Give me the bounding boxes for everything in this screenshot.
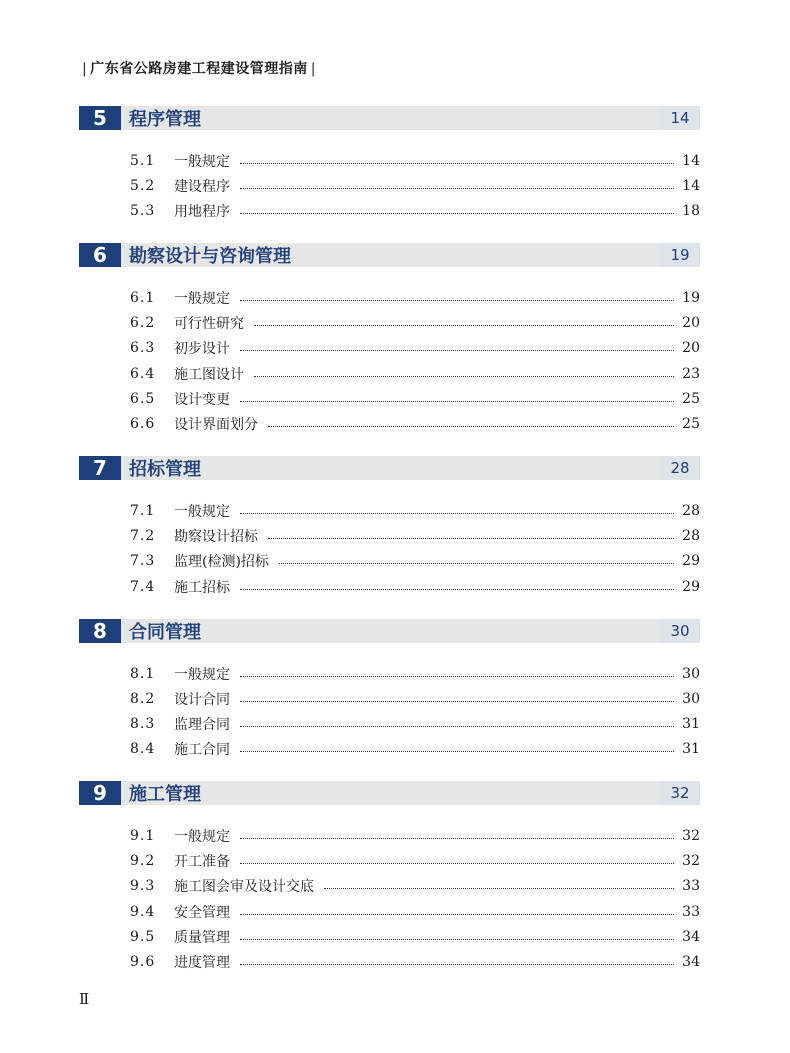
toc-entry[interactable] <box>130 151 700 171</box>
toc-entry[interactable] <box>130 313 700 333</box>
entry-number: 6.2 <box>130 315 156 331</box>
entry-number: 8.3 <box>130 716 156 732</box>
dot-leader <box>279 562 674 564</box>
chapter-title: 施工管理 <box>129 784 201 805</box>
toc-entry[interactable] <box>130 364 700 384</box>
entry-number: 9.2 <box>130 853 156 869</box>
dot-leader <box>240 675 674 677</box>
dot-leader <box>240 862 674 864</box>
entry-number: 8.1 <box>130 666 156 682</box>
chapter-page: 28 <box>660 456 700 480</box>
header-bar-left: | <box>82 61 88 77</box>
entry-page: 33 <box>682 904 700 920</box>
entry-page: 30 <box>682 691 700 707</box>
entry-number: 6.6 <box>130 416 156 432</box>
dot-leader <box>240 938 674 940</box>
entry-title: 设计变更 <box>174 392 230 408</box>
dot-leader <box>240 187 674 189</box>
entry-page: 19 <box>682 290 700 306</box>
entry-number: 7.4 <box>130 579 156 595</box>
toc-entry[interactable] <box>130 689 700 709</box>
entry-page: 32 <box>682 853 700 869</box>
entry-page: 28 <box>682 503 700 519</box>
dot-leader <box>268 537 674 539</box>
entry-page: 34 <box>682 929 700 945</box>
toc-entry[interactable] <box>130 851 700 871</box>
chapter-heading-7[interactable] <box>79 456 700 480</box>
toc-entry[interactable] <box>130 288 700 308</box>
page-folio: Ⅱ <box>79 990 90 1008</box>
chapter-page: 19 <box>660 243 700 267</box>
entry-title: 一般规定 <box>174 829 230 845</box>
toc-entry[interactable] <box>130 927 700 947</box>
dot-leader <box>240 299 674 301</box>
entry-title: 一般规定 <box>174 667 230 683</box>
entry-number: 7.2 <box>130 528 156 544</box>
entry-number: 7.1 <box>130 503 156 519</box>
entry-title: 监理(检测)招标 <box>174 554 269 570</box>
entry-page: 31 <box>682 716 700 732</box>
dot-leader <box>240 512 674 514</box>
entry-page: 14 <box>682 178 700 194</box>
chapter-title: 程序管理 <box>129 109 201 130</box>
entry-title: 设计合同 <box>174 692 230 708</box>
entry-title: 施工图设计 <box>174 367 244 383</box>
toc-entry[interactable] <box>130 714 700 734</box>
chapter-page: 30 <box>660 619 700 643</box>
toc-entry[interactable] <box>130 414 700 434</box>
entry-page: 29 <box>682 553 700 569</box>
entry-title: 开工准备 <box>174 854 230 870</box>
dot-leader <box>324 887 674 889</box>
chapter-title: 合同管理 <box>129 622 201 643</box>
chapter-title: 招标管理 <box>129 459 201 480</box>
dot-leader <box>240 913 674 915</box>
entry-title: 用地程序 <box>174 204 230 220</box>
entry-number: 7.3 <box>130 553 156 569</box>
chapter-number: 7 <box>79 456 121 480</box>
entry-title: 初步设计 <box>174 341 230 357</box>
toc-entry[interactable] <box>130 902 700 922</box>
toc-entry[interactable] <box>130 501 700 521</box>
entry-title: 施工合同 <box>174 742 230 758</box>
entry-page: 29 <box>682 579 700 595</box>
entry-page: 32 <box>682 828 700 844</box>
entry-title: 监理合同 <box>174 717 230 733</box>
entry-number: 6.5 <box>130 391 156 407</box>
dot-leader <box>254 375 674 377</box>
entry-title: 设计界面划分 <box>174 417 258 433</box>
chapter-page: 14 <box>660 106 700 130</box>
dot-leader <box>240 162 674 164</box>
dot-leader <box>240 725 674 727</box>
toc-entry[interactable] <box>130 338 700 358</box>
entry-number: 5.1 <box>130 153 156 169</box>
entry-number: 9.4 <box>130 904 156 920</box>
entry-page: 30 <box>682 666 700 682</box>
toc-entry[interactable] <box>130 876 700 896</box>
toc-entry[interactable] <box>130 664 700 684</box>
entry-title: 质量管理 <box>174 930 230 946</box>
dot-leader <box>268 425 674 427</box>
chapter-heading-5[interactable] <box>79 106 700 130</box>
entry-number: 5.2 <box>130 178 156 194</box>
entry-page: 18 <box>682 203 700 219</box>
entry-number: 9.3 <box>130 878 156 894</box>
chapter-number: 5 <box>79 106 121 130</box>
dot-leader <box>240 588 674 590</box>
entry-title: 建设程序 <box>174 179 230 195</box>
entry-page: 20 <box>682 315 700 331</box>
dot-leader <box>240 400 674 402</box>
book-title: 广东省公路房建工程建设管理指南 <box>90 61 308 77</box>
chapter-number: 6 <box>79 243 121 267</box>
chapter-heading-9[interactable] <box>79 781 700 805</box>
toc-entry[interactable] <box>130 389 700 409</box>
chapter-heading-8[interactable] <box>79 619 700 643</box>
toc-entry[interactable] <box>130 952 700 972</box>
chapter-number: 9 <box>79 781 121 805</box>
entry-number: 9.6 <box>130 954 156 970</box>
entry-title: 施工招标 <box>174 580 230 596</box>
entry-page: 14 <box>682 153 700 169</box>
dot-leader <box>240 837 674 839</box>
toc-entry[interactable] <box>130 826 700 846</box>
entry-page: 23 <box>682 366 700 382</box>
entry-number: 6.1 <box>130 290 156 306</box>
entry-page: 31 <box>682 741 700 757</box>
entry-title: 施工图会审及设计交底 <box>174 879 314 895</box>
entry-page: 33 <box>682 878 700 894</box>
entry-page: 25 <box>682 416 700 432</box>
entry-number: 5.3 <box>130 203 156 219</box>
dot-leader <box>240 212 674 214</box>
entry-number: 8.4 <box>130 741 156 757</box>
dot-leader <box>240 963 674 965</box>
entry-number: 8.2 <box>130 691 156 707</box>
entry-page: 28 <box>682 528 700 544</box>
dot-leader <box>254 324 674 326</box>
toc-entry[interactable] <box>130 201 700 221</box>
entry-number: 6.3 <box>130 340 156 356</box>
toc-entry[interactable] <box>130 551 700 571</box>
entry-title: 勘察设计招标 <box>174 529 258 545</box>
toc-entry[interactable] <box>130 526 700 546</box>
entry-title: 安全管理 <box>174 905 230 921</box>
toc-entry[interactable] <box>130 739 700 759</box>
entry-title: 可行性研究 <box>174 316 244 332</box>
entry-page: 25 <box>682 391 700 407</box>
entry-title: 进度管理 <box>174 955 230 971</box>
entry-title: 一般规定 <box>174 504 230 520</box>
entry-number: 9.5 <box>130 929 156 945</box>
running-header <box>79 58 319 78</box>
dot-leader <box>240 349 674 351</box>
entry-title: 一般规定 <box>174 291 230 307</box>
entry-page: 34 <box>682 954 700 970</box>
chapter-page: 32 <box>660 781 700 805</box>
entry-number: 9.1 <box>130 828 156 844</box>
dot-leader <box>240 700 674 702</box>
entry-title: 一般规定 <box>174 154 230 170</box>
toc-entry[interactable] <box>130 176 700 196</box>
toc-entry[interactable] <box>130 577 700 597</box>
dot-leader <box>240 750 674 752</box>
chapter-heading-6[interactable] <box>79 243 700 267</box>
chapter-title: 勘察设计与咨询管理 <box>129 246 291 267</box>
entry-page: 20 <box>682 340 700 356</box>
chapter-number: 8 <box>79 619 121 643</box>
header-bar-right: | <box>310 61 316 77</box>
entry-number: 6.4 <box>130 366 156 382</box>
